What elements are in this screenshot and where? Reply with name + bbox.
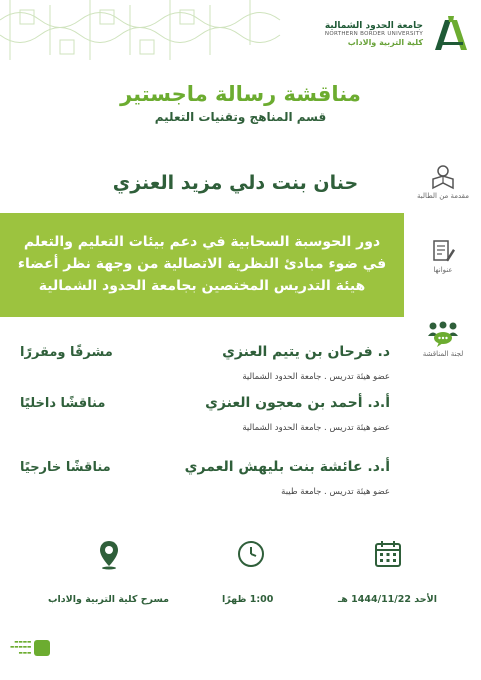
reader-icon — [430, 164, 456, 190]
member-role: مناقشًا خارجيًا — [20, 460, 111, 475]
event-location: مسرح كلية التربية والاداب — [48, 594, 169, 605]
header — [0, 82, 481, 124]
clock-icon — [237, 540, 265, 568]
footer-logo-mark-icon — [34, 640, 50, 656]
thesis-line: في ضوء مبادئ النظرية الاتصالية من وجهة نظر أعضاء — [17, 256, 387, 273]
footer-logo-lettering: ▬▬▬▬ ▬▬▬▬▬ ▬▬▬ — [10, 640, 32, 656]
committee-section — [415, 320, 471, 358]
member-affiliation: عضو هيئة تدريس . جامعة الحدود الشمالية — [242, 423, 390, 433]
university-name-en: NORTHERN BORDER UNIVERSITY — [324, 31, 423, 38]
member-name: أ.د. عائشة بنت بليهش العمري — [184, 459, 390, 475]
university-logo — [325, 12, 473, 56]
committee-member — [20, 459, 390, 497]
document-pen-icon — [430, 238, 456, 264]
member-affiliation: عضو هيئة تدريس . جامعة طيبة — [281, 487, 390, 497]
location-pin-icon — [98, 540, 120, 570]
thesis-line: هيئة التدريس المختصين بجامعة الحدود الشمالية — [38, 277, 366, 294]
committee-label: لجنة المناقشة — [422, 350, 464, 358]
member-affiliation: عضو هيئة تدريس . جامعة الحدود الشمالية — [242, 372, 390, 382]
thesis-title — [4, 232, 400, 297]
college-name: كلية التربية والاداب — [347, 37, 423, 47]
department-name: قسم المناهج وتقنيات التعليم — [154, 110, 327, 124]
footer-logo — [10, 640, 50, 656]
thesis-section — [415, 238, 471, 274]
thesis-line: دور الحوسبة السحابية في دعم بيئات التعليم والتعلم — [23, 234, 381, 251]
student-name: حنان بنت دلي مزيد العنزي — [112, 172, 359, 194]
member-role: مناقشًا داخليًا — [20, 396, 106, 411]
thesis-label: عنوانها — [433, 266, 453, 274]
page-title: مناقشة رسالة ماجستير — [120, 82, 361, 106]
committee-member — [20, 395, 390, 433]
member-name: أ.د. أحمد بن معجون العنزي — [205, 395, 390, 411]
member-name: د. فرحان بن يتيم العنزي — [222, 344, 390, 360]
committee-member — [20, 344, 390, 382]
university-name-ar: جامعة الحدود الشمالية — [324, 21, 423, 32]
member-role: مشرفًا ومقررًا — [20, 345, 113, 360]
decorative-pattern — [0, 0, 300, 70]
event-time: 1:00 ظهرًا — [222, 594, 274, 605]
committee-icon — [426, 320, 460, 348]
university-emblem-icon — [429, 12, 473, 56]
calendar-icon — [374, 540, 402, 568]
student-label: مقدمة من الطالبة — [417, 192, 469, 200]
student-section — [415, 164, 471, 200]
thesis-title-box — [0, 213, 404, 317]
event-date: الأحد 1444/11/22 هـ — [338, 594, 437, 605]
